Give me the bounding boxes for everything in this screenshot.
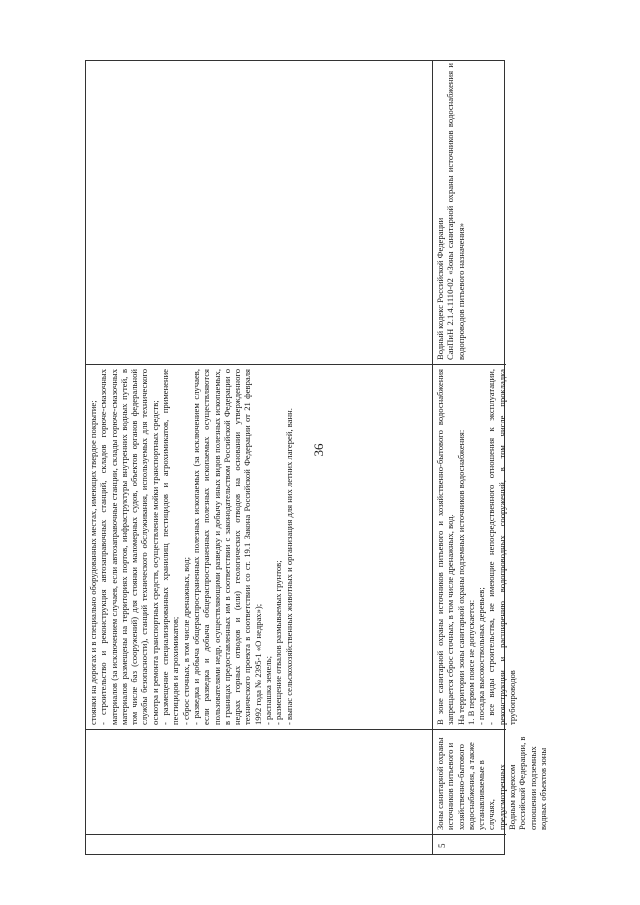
- requirement-line: - распашка земель;: [263, 655, 274, 725]
- requirement-line: стоянки на дорогах и в специально оборудованных местах, имеющих твердое покрытие;: [88, 400, 98, 725]
- table-row: [86, 61, 433, 854]
- reference-line: СанПиН 2.1.4.1110-02 «Зоны санитарной охраны источников водоснабжения и водопроводов питьевого назначения»: [445, 63, 466, 360]
- requirement-line: - сброс сточных, в том числе дренажных, вод;: [180, 556, 191, 725]
- rotated-table-region: [85, 60, 548, 855]
- page-number: 36: [311, 443, 326, 457]
- requirement-line: - строительство и реконструкция автозаправочных станций, складов горюче-смазочных материалов (за исключением случаев, если автозаправочные станции, склады горюче-смазочных материалов размещены на территориях портов, инфраструктуры внутренних водных путей, в том числе баз (сооружений) для стоянки маломерных судов, объектов органов федеральной службы безопасности), станций технического обслуживания, используемых для технического осмотра и ремонта транспортных средств, осуществление мойки транспортных средств;: [98, 369, 160, 725]
- zone-name-cell: [86, 729, 432, 834]
- references-text: [433, 59, 468, 364]
- requirement-line: - выпас сельскохозяйственных животных и организация для них летних лагерей, ванн.: [283, 408, 294, 725]
- requirement-line: - разведка и добыча общераспространенных полезных ископаемых (за исключением случаев, если разведка и добыча общераспространенных полезных ископаемых осуществляются пользователями недр, осуществляющими разведку и добычу иных видов полезных ископаемых, в границах предоставленных им в соответствии с законодательством Российской Федерации о недрах горных отводов и (или) геологических отводов на основании утвержденного технического проекта в соответствии со ст. 19.1 Закона Российской Федерации от 21 февраля 1992 года № 2395-1 «О недрах»);: [190, 369, 263, 725]
- requirement-line: - посадка высокоствольных деревьев;: [476, 587, 487, 725]
- row-number: 5: [437, 843, 447, 848]
- row-number-cell: [433, 834, 506, 854]
- requirement-line: - размещение специализированных хранилищ пестицидов и агрохимикатов, применение пестицидов и агрохимикатов;: [160, 369, 181, 725]
- requirements-cell: [433, 364, 518, 729]
- requirement-line: На территории зоны санитарной охраны подземных источников водоснабжения:: [455, 429, 466, 725]
- zone-name-cell: [433, 729, 548, 834]
- requirements-text: [433, 365, 519, 729]
- references-cell: [433, 59, 506, 364]
- reference-line: Водный кодекс Российской Федерации: [435, 217, 445, 360]
- requirement-line: 1. В первом поясе не допускается:: [465, 599, 476, 725]
- requirements-text: [86, 365, 296, 729]
- requirement-line: В зоне санитарной охраны источников питьевого и хозяйственно-бытового водоснабжения запрещается сброс сточных, в том числе дренажных, вод.: [435, 369, 456, 725]
- regulation-table: [85, 60, 548, 855]
- requirement-line: - размещение отвалов размываемых грунтов;: [273, 560, 284, 725]
- row-number-cell: [86, 834, 432, 854]
- zone-name: Зоны санитарной охраны источников питьевого и хозяйственно-бытового водоснабжения, а также устанавливаемые в случаях, предусмотренных Водным кодексом Российской Федерации, в отношении подземных водных объектов зоны: [435, 736, 548, 830]
- table-row: [433, 61, 548, 854]
- references-cell: [86, 59, 432, 364]
- requirement-line: - все виды строительства, не имеющие непосредственного отношения к эксплуатации, реконструкции и расширению водопроводных сооружений, в том числе прокладка трубопроводов: [486, 369, 518, 725]
- requirements-cell: [86, 364, 432, 729]
